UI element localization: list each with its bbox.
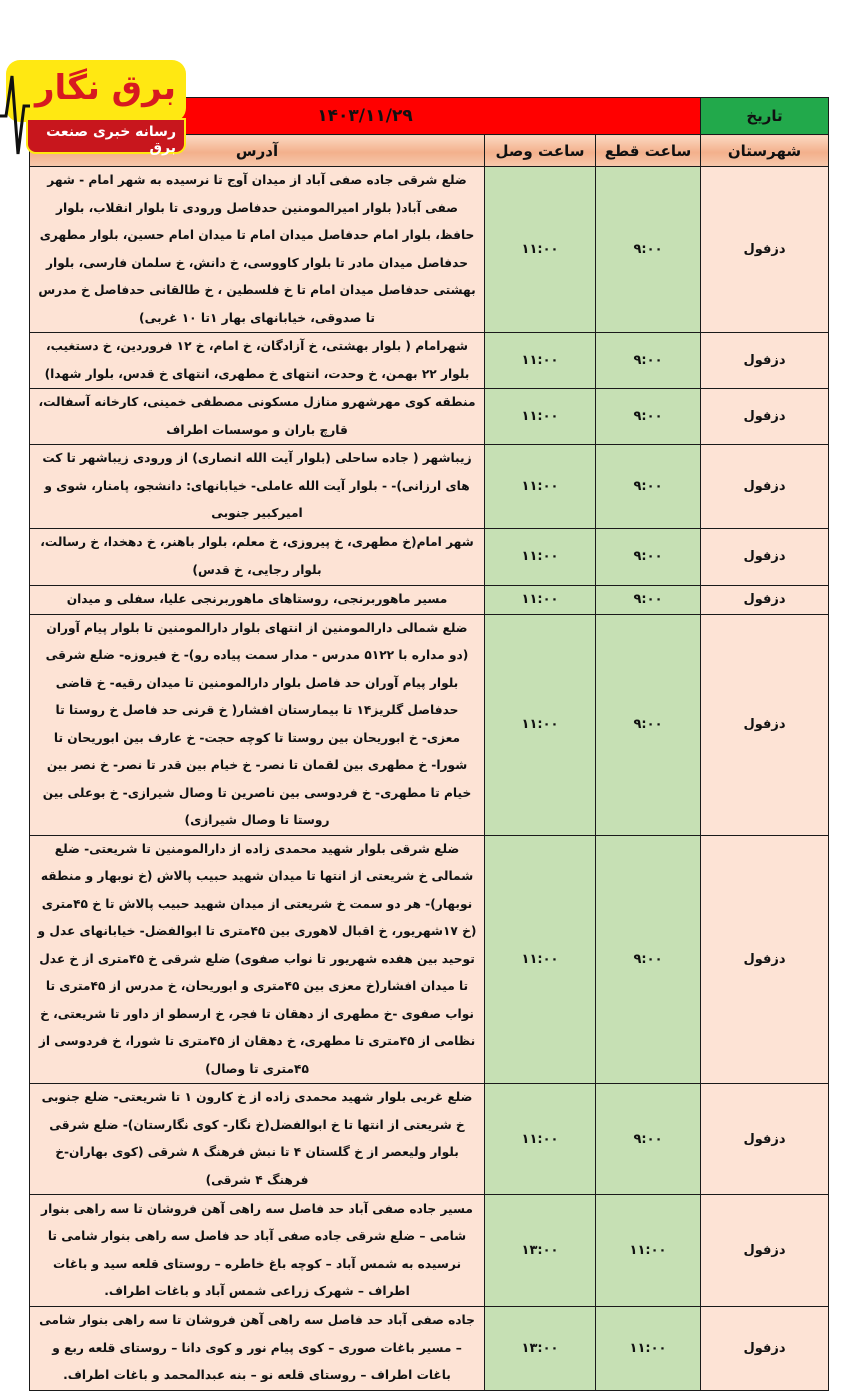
cut-time-cell: ۹:۰۰ [596,389,701,445]
cut-time-cell: ۱۱:۰۰ [596,1307,701,1391]
table-row [30,585,829,614]
header-connect-time: ساعت وصل [485,135,596,167]
city-cell: دزفول [701,1195,829,1307]
table-row [30,528,829,585]
city-cell: دزفول [701,389,829,445]
date-value: ۱۴۰۳/۱۱/۲۹ [30,98,701,135]
address-cell: زیباشهر ( جاده ساحلی (بلوار آیت الله انصاری) از ورودی زیباشهر تا کت های ارزانی)- - بلوار آیت الله عاملی- خیابانهای: دانشجو، پامنار، شوی و امیرکبیر جنوبی [30,445,485,529]
connect-time-cell: ۱۱:۰۰ [485,614,596,835]
city-cell: دزفول [701,1307,829,1391]
table-row [30,1195,829,1307]
connect-time-cell: ۱۱:۰۰ [485,585,596,614]
city-cell: دزفول [701,585,829,614]
city-cell: دزفول [701,167,829,333]
cut-time-cell: ۹:۰۰ [596,167,701,333]
outage-schedule-table [29,97,829,1391]
address-cell: ضلع شرقی جاده صفی آباد از میدان آوج تا نرسیده به شهر امام - شهر صفی آباد( بلوار امیرالمومنین حدفاصل ورودی تا بلوار انقلاب، بلوار حافظ، بلوار امام حدفاصل میدان امام تا میدان امام حسین، بلوار مطهری حدفاصل میدان مادر تا بلوار کاووسی، خ دانش، خ سلمان فارسی، بلوار بهشتی حدفاصل میدان امام تا خ فلسطین ، خ طالقانی حدفاصل خ مدرس تا صدوقی، خیابانهای بهار ۱تا ۱۰ غربی) [30,167,485,333]
city-cell: دزفول [701,1084,829,1195]
table-row [30,614,829,835]
logo-subtitle: رسانه خبری صنعت برق [46,124,176,156]
table-row [30,333,829,389]
connect-time-cell: ۱۱:۰۰ [485,528,596,585]
city-cell: دزفول [701,333,829,389]
cut-time-cell: ۹:۰۰ [596,333,701,389]
address-cell: ضلع شمالی دارالمومنین از انتهای بلوار دارالمومنین تا بلوار پیام آوران (دو مداره با ۵۱۲۲ مدرس - مدار سمت پیاده رو)- خ فیروزه- ضلع شرقی بلوار پیام آوران حد فاصل بلوار دارالمومنین تا میدان رقیه- خ قاضی حدفاصل گلریز۱۴ تا بیمارستان افشار( خ قرنی حد فاصل خ روستا تا معزی- خ ابوریحان بین روستا تا کوچه حجت- خ عارف بین ابوریحان تا شورا- خ مطهری بین لقمان تا نصر- خ خیام بین قدر تا نصر- خ نصر بین خیام تا مطهری- خ فردوسی بین ناصرین تا وصال شیرازی- خ بوعلی بین روستا تا وصال شیرازی) [30,614,485,835]
table-row [30,445,829,529]
connect-time-cell: ۱۳:۰۰ [485,1195,596,1307]
cut-time-cell: ۹:۰۰ [596,614,701,835]
address-cell: ضلع شرقی بلوار شهید محمدی زاده از دارالمومنین تا شریعتی- ضلع شمالی خ شریعتی از انتها تا میدان شهید حبیب پالاش (خ نوبهار و منطقه نوبهار)- هر دو سمت خ شریعتی از میدان شهید حبیب پالاش تا خ ۴۵متری (خ ۱۷شهریور، خ اقبال لاهوری بین ۴۵متری تا ابوالفضل- خیابانهای عدل و توحید بین هفده شهریور تا نواب صفوی) ضلع شرقی خ ۴۵متری از خ عدل تا میدان افشار(خ معزی بین ۴۵متری و ابوریحان، خ مدرس از ۴۵متری تا نواب صفوی -خ مطهری از دهقان تا فجر، خ ارسطو از داور تا شریعتی، خ نظامی از ۴۵متری تا مطهری، خ دهقان از ۴۵متری تا شورا، خ فردوسی از ۴۵متری تا وصال) [30,835,485,1084]
cut-time-cell: ۹:۰۰ [596,528,701,585]
header-city: شهرستان [701,135,829,167]
address-cell: منطقه کوی مهرشهرو منازل مسکونی مصطفی خمینی، کارخانه آسفالت، قارچ باران و موسسات اطراف [30,389,485,445]
address-cell: ضلع غربی بلوار شهید محمدی زاده از خ کارون ۱ تا شریعتی- ضلع جنوبی خ شریعتی از انتها تا خ ابوالفضل(خ نگار- کوی نگارستان)- ضلع شرقی بلوار ولیعصر از خ گلستان ۴ تا نبش فرهنگ ۸ شرقی (کوی بهاران-خ فرهنگ ۴ شرقی) [30,1084,485,1195]
city-cell: دزفول [701,614,829,835]
table-row [30,835,829,1084]
connect-time-cell: ۱۱:۰۰ [485,445,596,529]
city-cell: دزفول [701,445,829,529]
logo-title: برق نگار [34,68,176,108]
connect-time-cell: ۱۱:۰۰ [485,389,596,445]
table-row [30,389,829,445]
city-cell: دزفول [701,835,829,1084]
header-address: آدرس [30,135,485,167]
table-row [30,1084,829,1195]
address-cell: شهر امام(خ مطهری، خ پیروزی، خ معلم، بلوار باهنر، خ دهخدا، خ رسالت، بلوار رجایی، خ قدس) [30,528,485,585]
date-label: تاریخ [701,98,829,135]
logo-subtitle-panel [26,118,186,154]
address-cell: شهرامام ( بلوار بهشتی، خ آزادگان، خ امام، خ ۱۲ فروردین، خ دستغیب، بلوار ۲۲ بهمن، خ وحدت، انتهای خ مطهری، انتهای خ قدس، بلوار شهدا) [30,333,485,389]
header-cut-time: ساعت قطع [596,135,701,167]
connect-time-cell: ۱۱:۰۰ [485,1084,596,1195]
address-cell: مسیر ماهوربرنجی، روستاهای ماهوربرنجی علیا، سفلی و میدان [30,585,485,614]
cut-time-cell: ۹:۰۰ [596,835,701,1084]
cut-time-cell: ۹:۰۰ [596,585,701,614]
cut-time-cell: ۹:۰۰ [596,1084,701,1195]
cut-time-cell: ۹:۰۰ [596,445,701,529]
address-cell: جاده صفی آباد حد فاصل سه راهی آهن فروشان تا سه راهی بنوار شامی – مسیر باغات صوری – کوی پیام نور و کوی دانا – روستای قلعه ربع و باغات اطراف – روستای قلعه نو – بنه عبدالمحمد و باغات اطراف. [30,1307,485,1391]
table-row [30,167,829,333]
logo-title-panel [6,60,186,122]
connect-time-cell: ۱۳:۰۰ [485,1307,596,1391]
address-cell: مسیر جاده صفی آباد حد فاصل سه راهی آهن فروشان تا سه راهی بنوار شامی – ضلع شرقی جاده صفی آباد حد فاصل سه راهی بنوار شامی تا نرسیده به شمس آباد – کوچه باغ خاطره – روستای قلعه سید و باغات اطراف – شهرک زراعی شمس آباد و باغات اطراف. [30,1195,485,1307]
connect-time-cell: ۱۱:۰۰ [485,167,596,333]
logo [0,58,190,158]
cut-time-cell: ۱۱:۰۰ [596,1195,701,1307]
connect-time-cell: ۱۱:۰۰ [485,333,596,389]
connect-time-cell: ۱۱:۰۰ [485,835,596,1084]
table-row [30,1307,829,1391]
city-cell: دزفول [701,528,829,585]
